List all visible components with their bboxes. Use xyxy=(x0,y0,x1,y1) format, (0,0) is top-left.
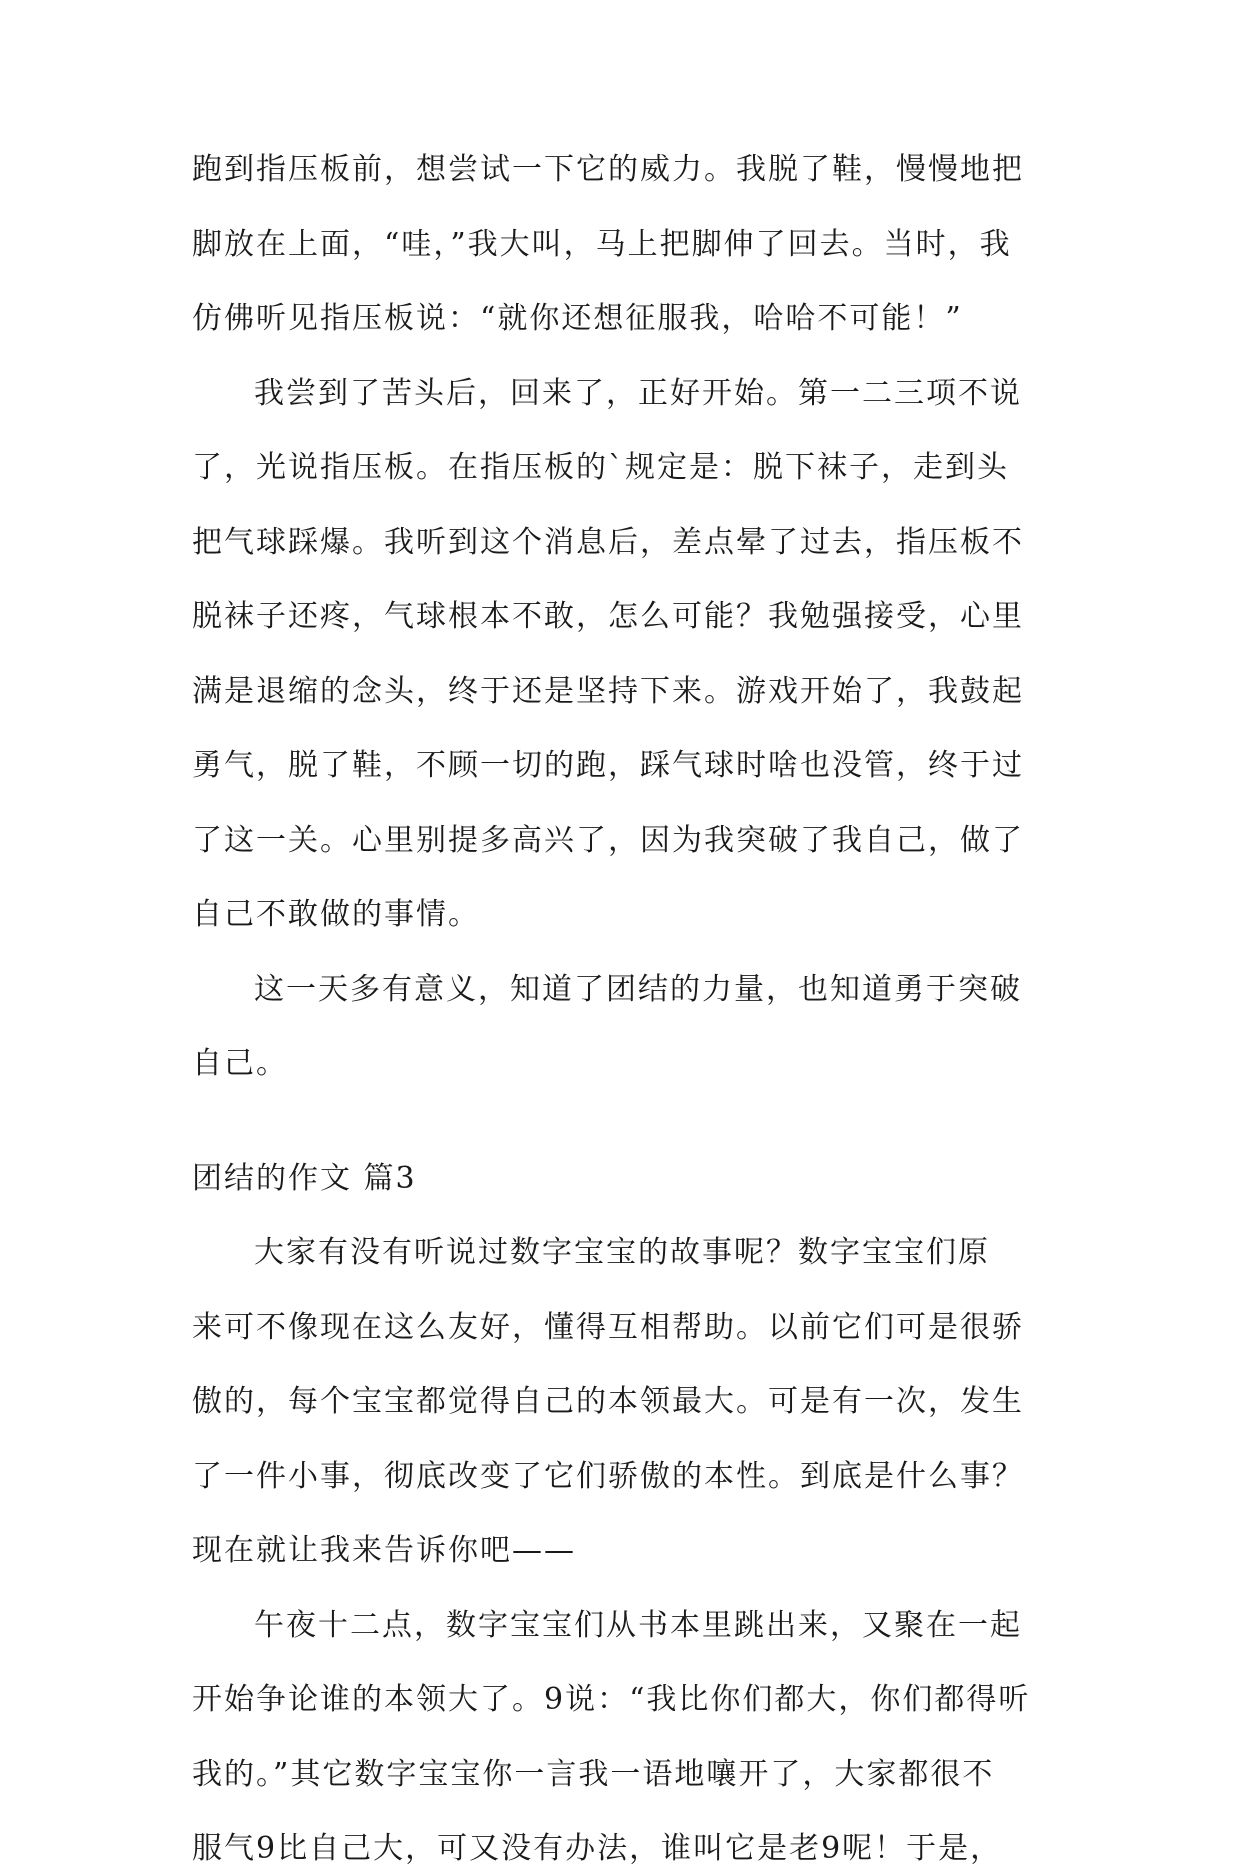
paragraph-line: 脚放在上面，“哇，”我大叫，马上把脚伸了回去。当时，我 xyxy=(192,227,1012,262)
paragraph-line: 自己不敢做的事情。 xyxy=(192,897,480,932)
paragraph-line: 了一件小事，彻底改变了它们骄傲的本性。到底是什么事？ xyxy=(192,1459,1024,1494)
paragraph-line: 自己。 xyxy=(192,1046,288,1081)
paragraph-line: 勇气，脱了鞋，不顾一切的跑，踩气球时啥也没管，终于过 xyxy=(192,748,1024,783)
paragraph-line: 跑到指压板前，想尝试一下它的威力。我脱了鞋，慢慢地把 xyxy=(192,152,1024,187)
paragraph-line: 了这一关。心里别提多高兴了，因为我突破了我自己，做了 xyxy=(192,823,1024,858)
paragraph-line: 来可不像现在这么友好，懂得互相帮助。以前它们可是很骄 xyxy=(192,1310,1024,1345)
paragraph-line: 我尝到了苦头后，回来了，正好开始。第一二三项不说 xyxy=(254,376,1022,411)
paragraph-line: 仿佛听见指压板说：“就你还想征服我，哈哈不可能！” xyxy=(192,301,963,336)
paragraph-line: 开始争论谁的本领大了。9说：“我比你们都大，你们都得听 xyxy=(192,1682,1031,1717)
paragraph-line: 满是退缩的念头，终于还是坚持下来。游戏开始了，我鼓起 xyxy=(192,674,1024,709)
paragraph-line: 把气球踩爆。我听到这个消息后，差点晕了过去，指压板不 xyxy=(192,525,1024,560)
paragraph-line: 我的。”其它数字宝宝你一言我一语地嚷开了，大家都很不 xyxy=(192,1757,995,1792)
paragraph-line: 午夜十二点，数字宝宝们从书本里跳出来，又聚在一起 xyxy=(254,1608,1022,1643)
paragraph-line: 现在就让我来告诉你吧—— xyxy=(192,1533,576,1568)
paragraph-line: 傲的，每个宝宝都觉得自己的本领最大。可是有一次，发生 xyxy=(192,1384,1024,1419)
paragraph-line: 脱袜子还疼，气球根本不敢，怎么可能？我勉强接受，心里 xyxy=(192,599,1024,634)
paragraph-line: 服气9比自己大，可又没有办法，谁叫它是老9呢！于是， xyxy=(192,1831,1003,1866)
section-heading: 团结的作文 篇3 xyxy=(192,1161,417,1196)
paragraph-line: 大家有没有听说过数字宝宝的故事呢？数字宝宝们原 xyxy=(254,1235,990,1270)
paragraph-line: 这一天多有意义，知道了团结的力量，也知道勇于突破 xyxy=(254,972,1022,1007)
paragraph-line: 了，光说指压板。在指压板的`规定是：脱下袜子，走到头 xyxy=(192,450,1009,485)
